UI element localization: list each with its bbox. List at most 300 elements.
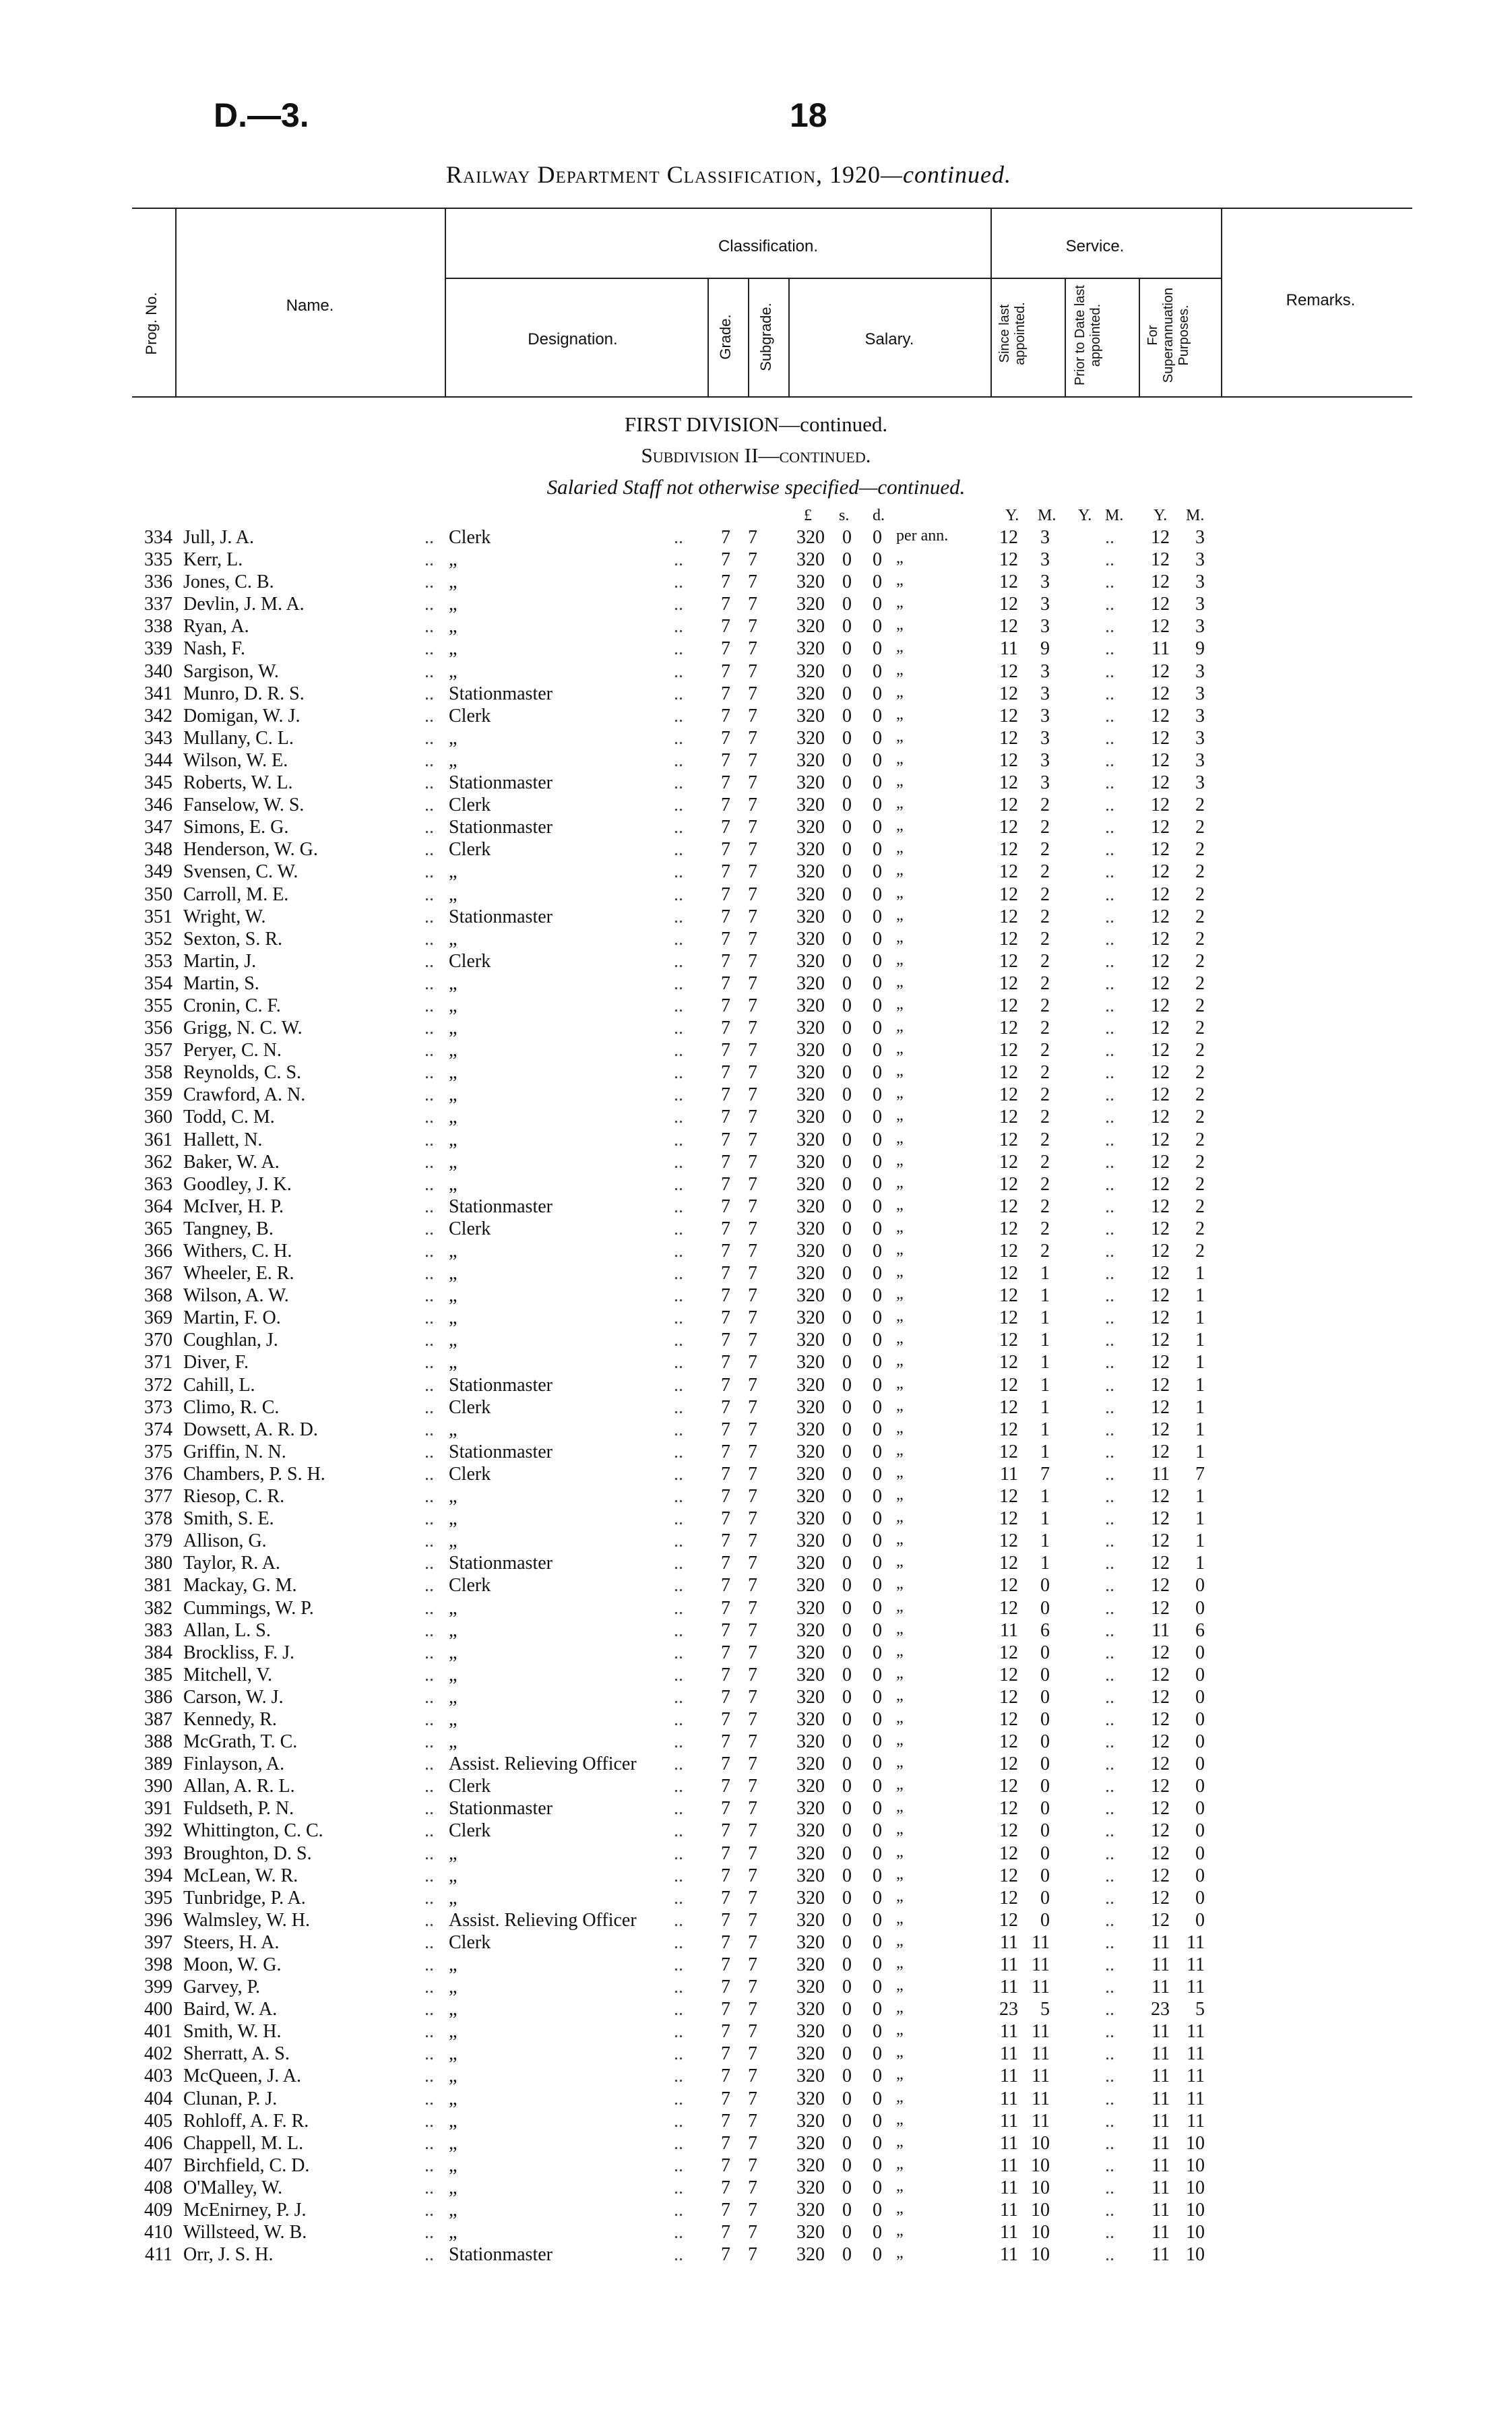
grade: 7 — [721, 549, 730, 571]
leader-dots: .. — [1105, 1686, 1114, 1708]
salary-period: „ — [896, 1486, 904, 1504]
col-divider — [175, 208, 177, 398]
col-prog-no: Prog. No. — [143, 292, 160, 355]
leader-dots: .. — [1105, 1196, 1114, 1217]
grade: 7 — [721, 950, 730, 972]
col-service: Service. — [1065, 237, 1125, 255]
salary-pence: 0 — [873, 1374, 882, 1396]
superannuation-months: 2 — [1195, 1040, 1205, 1061]
designation: Clerk — [449, 839, 491, 861]
grade: 7 — [721, 972, 730, 994]
staff-name: Peryer, C. N. — [183, 1040, 282, 1061]
designation: „ — [449, 2177, 458, 2198]
since-last-months: 11 — [1032, 2110, 1050, 2132]
since-last-months: 11 — [1032, 1977, 1050, 1998]
leader-dots: .. — [424, 1441, 434, 1462]
designation: Clerk — [449, 1931, 491, 1953]
since-last-months: 0 — [1040, 1776, 1050, 1797]
leader-dots: .. — [424, 594, 434, 615]
table-row — [0, 1954, 1512, 1977]
salary-pounds: 320 — [796, 1218, 825, 1239]
salary-period: „ — [896, 1553, 904, 1571]
salary-period: „ — [896, 1330, 904, 1348]
subgrade: 7 — [748, 2177, 757, 2198]
superannuation-years: 12 — [1151, 795, 1170, 816]
grade: 7 — [721, 2021, 730, 2043]
table-row — [0, 795, 1512, 817]
table-row — [0, 1241, 1512, 1263]
subgrade: 7 — [748, 1486, 757, 1508]
table-row — [0, 1062, 1512, 1084]
salary-period: „ — [896, 2177, 904, 2195]
since-last-months: 0 — [1040, 1597, 1050, 1619]
subgrade: 7 — [748, 727, 757, 749]
superannuation-months: 1 — [1195, 1307, 1205, 1329]
prog-no: 387 — [144, 1708, 172, 1730]
salary-pence: 0 — [873, 549, 882, 571]
salary-period: „ — [896, 2200, 904, 2218]
salary-pounds: 320 — [796, 772, 825, 794]
salary-period: „ — [896, 1285, 904, 1303]
leader-dots: .. — [1105, 972, 1114, 994]
staff-name: Sargison, W. — [183, 660, 279, 682]
prog-no: 399 — [144, 1977, 172, 1998]
since-last-months: 10 — [1031, 2200, 1050, 2221]
subgrade: 7 — [748, 1686, 757, 1708]
leader-dots: .. — [674, 1263, 683, 1284]
superannuation-months: 2 — [1195, 928, 1205, 950]
leader-dots: .. — [674, 1842, 683, 1864]
since-last-months: 3 — [1040, 549, 1050, 571]
designation: „ — [449, 1887, 458, 1909]
since-last-months: 10 — [1031, 2132, 1050, 2154]
subgrade: 7 — [748, 1173, 757, 1195]
designation: „ — [449, 1018, 458, 1039]
grade: 7 — [721, 616, 730, 638]
staff-name: Whittington, C. C. — [183, 1820, 323, 1842]
salary-period: „ — [896, 1196, 904, 1214]
leader-dots: .. — [674, 2222, 683, 2243]
table-row — [0, 1999, 1512, 2021]
salary-period: „ — [896, 2088, 904, 2106]
salary-pounds: 320 — [796, 2244, 825, 2266]
leader-dots: .. — [1105, 1575, 1114, 1596]
leader-dots: .. — [424, 1909, 434, 1931]
grade: 7 — [721, 1954, 730, 1975]
grade: 7 — [721, 883, 730, 905]
salary-period: „ — [896, 1776, 904, 1794]
since-last-years: 12 — [999, 1708, 1018, 1730]
superannuation-months: 11 — [1187, 2088, 1205, 2109]
leader-dots: .. — [674, 1530, 683, 1552]
salary-shillings: 0 — [842, 1107, 852, 1128]
superannuation-years: 12 — [1151, 1062, 1170, 1084]
leader-dots: .. — [424, 1330, 434, 1351]
subgrade: 7 — [748, 571, 757, 593]
since-last-years: 12 — [999, 1173, 1018, 1195]
staff-name: Griffin, N. N. — [183, 1441, 286, 1462]
salary-period: „ — [896, 1352, 904, 1370]
grade: 7 — [721, 1307, 730, 1329]
staff-name: Henderson, W. G. — [183, 839, 318, 861]
since-last-months: 1 — [1040, 1553, 1050, 1574]
leader-dots: .. — [1105, 1307, 1114, 1329]
designation: „ — [449, 2200, 458, 2221]
salary-pence: 0 — [873, 2200, 882, 2221]
since-last-years: 11 — [1000, 1931, 1018, 1953]
designation: „ — [449, 571, 458, 593]
prog-no: 352 — [144, 928, 172, 950]
salary-pence: 0 — [873, 1330, 882, 1351]
leader-dots: .. — [424, 2154, 434, 2176]
grade: 7 — [721, 795, 730, 816]
superannuation-years: 12 — [1151, 1508, 1170, 1530]
leader-dots: .. — [1105, 1129, 1114, 1150]
staff-name: Riesop, C. R. — [183, 1486, 285, 1508]
grade: 7 — [721, 1040, 730, 1061]
leader-dots: .. — [674, 1173, 683, 1195]
unit-y3: Y. — [1154, 507, 1168, 524]
subgrade: 7 — [748, 1999, 757, 2020]
grade: 7 — [721, 1218, 730, 1239]
salary-shillings: 0 — [842, 1352, 852, 1373]
prog-no: 384 — [144, 1642, 172, 1663]
superannuation-months: 10 — [1186, 2177, 1205, 2198]
leader-dots: .. — [424, 1977, 434, 1998]
leader-dots: .. — [1105, 660, 1114, 682]
table-row — [0, 2043, 1512, 2066]
designation: „ — [449, 883, 458, 905]
unit-pence: d. — [873, 507, 885, 524]
prog-no: 360 — [144, 1107, 172, 1128]
since-last-years: 12 — [999, 1241, 1018, 1262]
since-last-years: 11 — [1000, 2222, 1018, 2243]
subgrade: 7 — [748, 1530, 757, 1552]
table-row — [0, 1018, 1512, 1040]
table-row — [0, 2177, 1512, 2200]
table-row — [0, 973, 1512, 995]
since-last-months: 2 — [1040, 1107, 1050, 1128]
superannuation-years: 12 — [1151, 1664, 1170, 1685]
salary-pounds: 320 — [796, 1151, 825, 1173]
table-row — [0, 1754, 1512, 1776]
since-last-years: 12 — [999, 1909, 1018, 1931]
salary-pounds: 320 — [796, 1486, 825, 1508]
superannuation-months: 2 — [1195, 1241, 1205, 1262]
leader-dots: .. — [424, 1842, 434, 1864]
staff-name: McIver, H. P. — [183, 1196, 284, 1217]
prog-no: 354 — [144, 972, 172, 994]
salary-pence: 0 — [873, 2222, 882, 2243]
salary-pounds: 320 — [796, 1887, 825, 1909]
since-last-months: 2 — [1040, 1151, 1050, 1173]
salary-period: „ — [896, 1999, 904, 2017]
superannuation-years: 12 — [1151, 549, 1170, 571]
since-last-years: 11 — [1000, 1954, 1018, 1975]
leader-dots: .. — [1105, 928, 1114, 950]
leader-dots: .. — [1105, 683, 1114, 704]
superannuation-years: 11 — [1152, 1931, 1170, 1953]
salary-shillings: 0 — [842, 1330, 852, 1351]
superannuation-months: 3 — [1195, 683, 1205, 704]
division-heading: FIRST DIVISION—continued. — [624, 412, 888, 436]
salary-shillings: 0 — [842, 795, 852, 816]
salary-pounds: 320 — [796, 2132, 825, 2154]
salary-shillings: 0 — [842, 1931, 852, 1953]
prog-no: 355 — [144, 995, 172, 1016]
col-divider — [990, 208, 992, 398]
leader-dots: .. — [424, 1708, 434, 1730]
salary-pounds: 320 — [796, 616, 825, 638]
salary-pence: 0 — [873, 1396, 882, 1418]
col-classification: Classification. — [718, 237, 819, 255]
since-last-months: 5 — [1040, 1999, 1050, 2020]
leader-dots: .. — [424, 1597, 434, 1619]
designation: „ — [449, 2222, 458, 2243]
salary-pounds: 320 — [796, 727, 825, 749]
table-row — [0, 683, 1512, 706]
salary-period: „ — [896, 795, 904, 813]
salary-shillings: 0 — [842, 2110, 852, 2132]
superannuation-years: 12 — [1151, 1084, 1170, 1106]
salary-pounds: 320 — [796, 1018, 825, 1039]
salary-pence: 0 — [873, 749, 882, 771]
subgrade: 7 — [748, 2154, 757, 2176]
leader-dots: .. — [674, 1977, 683, 1998]
superannuation-months: 0 — [1195, 1731, 1205, 1753]
since-last-months: 0 — [1040, 1865, 1050, 1886]
superannuation-months: 11 — [1187, 1977, 1205, 1998]
table-row — [0, 1888, 1512, 1910]
table-row — [0, 1530, 1512, 1553]
since-last-months: 2 — [1040, 839, 1050, 861]
since-last-months: 11 — [1032, 1931, 1050, 1953]
grade: 7 — [721, 1263, 730, 1284]
salary-shillings: 0 — [842, 883, 852, 905]
superannuation-years: 11 — [1152, 2088, 1170, 2109]
salary-period: „ — [896, 1909, 904, 1927]
staff-name: Finlayson, A. — [183, 1754, 285, 1775]
superannuation-months: 1 — [1195, 1553, 1205, 1574]
leader-dots: .. — [424, 683, 434, 704]
prog-no: 344 — [144, 749, 172, 771]
salary-shillings: 0 — [842, 995, 852, 1016]
leader-dots: .. — [674, 2088, 683, 2109]
table-row — [0, 594, 1512, 616]
since-last-months: 11 — [1032, 2021, 1050, 2043]
staff-name: Wright, W. — [183, 906, 266, 927]
subgrade: 7 — [748, 2066, 757, 2087]
salary-pounds: 320 — [796, 1530, 825, 1552]
superannuation-years: 12 — [1151, 1909, 1170, 1931]
grade: 7 — [721, 2154, 730, 2176]
since-last-months: 0 — [1040, 1798, 1050, 1820]
prog-no: 369 — [144, 1307, 172, 1329]
since-last-months: 3 — [1040, 705, 1050, 726]
leader-dots: .. — [1105, 1084, 1114, 1106]
table-row — [0, 1820, 1512, 1842]
salary-period: „ — [896, 1798, 904, 1816]
salary-shillings: 0 — [842, 1820, 852, 1842]
leader-dots: .. — [1105, 2132, 1114, 2154]
leader-dots: .. — [674, 1731, 683, 1753]
staff-name: Clunan, P. J. — [183, 2088, 278, 2109]
staff-name: Smith, S. E. — [183, 1508, 274, 1530]
subgrade: 7 — [748, 1062, 757, 1084]
salary-pounds: 320 — [796, 1419, 825, 1440]
since-last-years: 12 — [999, 1396, 1018, 1418]
leader-dots: .. — [424, 705, 434, 726]
salary-pence: 0 — [873, 2021, 882, 2043]
salary-pence: 0 — [873, 1553, 882, 1574]
prog-no: 361 — [144, 1129, 172, 1150]
since-last-months: 2 — [1040, 1241, 1050, 1262]
superannuation-years: 11 — [1152, 1463, 1170, 1485]
leader-dots: .. — [1105, 1218, 1114, 1239]
leader-dots: .. — [424, 1508, 434, 1530]
salary-pence: 0 — [873, 594, 882, 615]
staff-name: Domigan, W. J. — [183, 705, 301, 726]
designation: „ — [449, 749, 458, 771]
salary-period: „ — [896, 2244, 904, 2262]
grade: 7 — [721, 1196, 730, 1217]
designation: Clerk — [449, 1776, 491, 1797]
superannuation-months: 2 — [1195, 1107, 1205, 1128]
superannuation-months: 11 — [1187, 1954, 1205, 1975]
staff-name: Carson, W. J. — [183, 1686, 284, 1708]
grade: 7 — [721, 660, 730, 682]
salary-pounds: 320 — [796, 1686, 825, 1708]
leader-dots: .. — [1105, 571, 1114, 593]
designation: „ — [449, 1664, 458, 1685]
staff-name: Devlin, J. M. A. — [183, 594, 305, 615]
leader-dots: .. — [424, 1798, 434, 1820]
salary-period: „ — [896, 727, 904, 745]
superannuation-months: 1 — [1195, 1285, 1205, 1307]
salary-pence: 0 — [873, 1664, 882, 1685]
leader-dots: .. — [424, 883, 434, 905]
prog-no: 385 — [144, 1664, 172, 1685]
superannuation-years: 12 — [1151, 861, 1170, 883]
since-last-years: 12 — [999, 1129, 1018, 1150]
superannuation-years: 11 — [1152, 1954, 1170, 1975]
since-last-years: 12 — [999, 1441, 1018, 1462]
leader-dots: .. — [424, 772, 434, 794]
salary-pence: 0 — [873, 1798, 882, 1820]
subgrade: 7 — [748, 906, 757, 927]
leader-dots: .. — [424, 638, 434, 660]
salary-pounds: 320 — [796, 1754, 825, 1775]
since-last-years: 12 — [999, 594, 1018, 615]
leader-dots: .. — [674, 2110, 683, 2132]
since-last-years: 12 — [999, 772, 1018, 794]
since-last-years: 12 — [999, 1530, 1018, 1552]
subgrade: 7 — [748, 1374, 757, 1396]
table-row — [0, 1352, 1512, 1374]
salary-pounds: 320 — [796, 1776, 825, 1797]
designation: Stationmaster — [449, 683, 553, 704]
since-last-months: 6 — [1040, 1619, 1050, 1641]
salary-shillings: 0 — [842, 594, 852, 615]
leader-dots: .. — [1105, 1441, 1114, 1462]
leader-dots: .. — [1105, 2244, 1114, 2266]
subgrade: 7 — [748, 861, 757, 883]
staff-name: Climo, R. C. — [183, 1396, 280, 1418]
superannuation-months: 3 — [1195, 749, 1205, 771]
leader-dots: .. — [674, 1887, 683, 1909]
table-row — [0, 1084, 1512, 1107]
leader-dots: .. — [1105, 1018, 1114, 1039]
superannuation-months: 1 — [1195, 1396, 1205, 1418]
grade: 7 — [721, 1909, 730, 1931]
subgrade: 7 — [748, 928, 757, 950]
prog-no: 379 — [144, 1530, 172, 1552]
salary-shillings: 0 — [842, 1530, 852, 1552]
leader-dots: .. — [674, 2244, 683, 2266]
leader-dots: .. — [674, 1218, 683, 1239]
subgrade: 7 — [748, 594, 757, 615]
leader-dots: .. — [424, 527, 434, 548]
designation: „ — [449, 2110, 458, 2132]
leader-dots: .. — [424, 950, 434, 972]
grade: 7 — [721, 749, 730, 771]
salary-shillings: 0 — [842, 1708, 852, 1730]
leader-dots: .. — [1105, 1263, 1114, 1284]
superannuation-years: 12 — [1151, 749, 1170, 771]
superannuation-months: 10 — [1186, 2200, 1205, 2221]
leader-dots: .. — [424, 1018, 434, 1039]
since-last-months: 2 — [1040, 817, 1050, 838]
salary-pounds: 320 — [796, 1731, 825, 1753]
since-last-months: 0 — [1040, 1887, 1050, 1909]
subgrade: 7 — [748, 1084, 757, 1106]
subgrade: 7 — [748, 1931, 757, 1953]
superannuation-years: 12 — [1151, 1196, 1170, 1217]
leader-dots: .. — [674, 1129, 683, 1150]
superannuation-years: 12 — [1151, 1754, 1170, 1775]
leader-dots: .. — [1105, 1842, 1114, 1864]
salary-pounds: 320 — [796, 1352, 825, 1373]
salary-shillings: 0 — [842, 1887, 852, 1909]
superannuation-months: 2 — [1195, 906, 1205, 927]
subgrade: 7 — [748, 1196, 757, 1217]
salary-period: „ — [896, 749, 904, 768]
prog-no: 339 — [144, 638, 172, 660]
superannuation-months: 0 — [1195, 1597, 1205, 1619]
salary-pence: 0 — [873, 1062, 882, 1084]
leader-dots: .. — [1105, 749, 1114, 771]
superannuation-years: 12 — [1151, 906, 1170, 927]
salary-shillings: 0 — [842, 1374, 852, 1396]
leader-dots: .. — [1105, 772, 1114, 794]
salary-shillings: 0 — [842, 660, 852, 682]
salary-pounds: 320 — [796, 2021, 825, 2043]
col-divider — [1221, 208, 1222, 398]
salary-period: „ — [896, 1062, 904, 1080]
designation: „ — [449, 1999, 458, 2020]
superannuation-years: 12 — [1151, 705, 1170, 726]
prog-no: 407 — [144, 2154, 172, 2176]
leader-dots: .. — [424, 1241, 434, 1262]
leader-dots: .. — [424, 1865, 434, 1886]
table-row — [0, 1709, 1512, 1731]
salary-shillings: 0 — [842, 1062, 852, 1084]
leader-dots: .. — [1105, 616, 1114, 638]
leader-dots: .. — [424, 839, 434, 861]
leader-dots: .. — [424, 1642, 434, 1663]
since-last-years: 12 — [999, 1040, 1018, 1061]
salary-pounds: 320 — [796, 1463, 825, 1485]
